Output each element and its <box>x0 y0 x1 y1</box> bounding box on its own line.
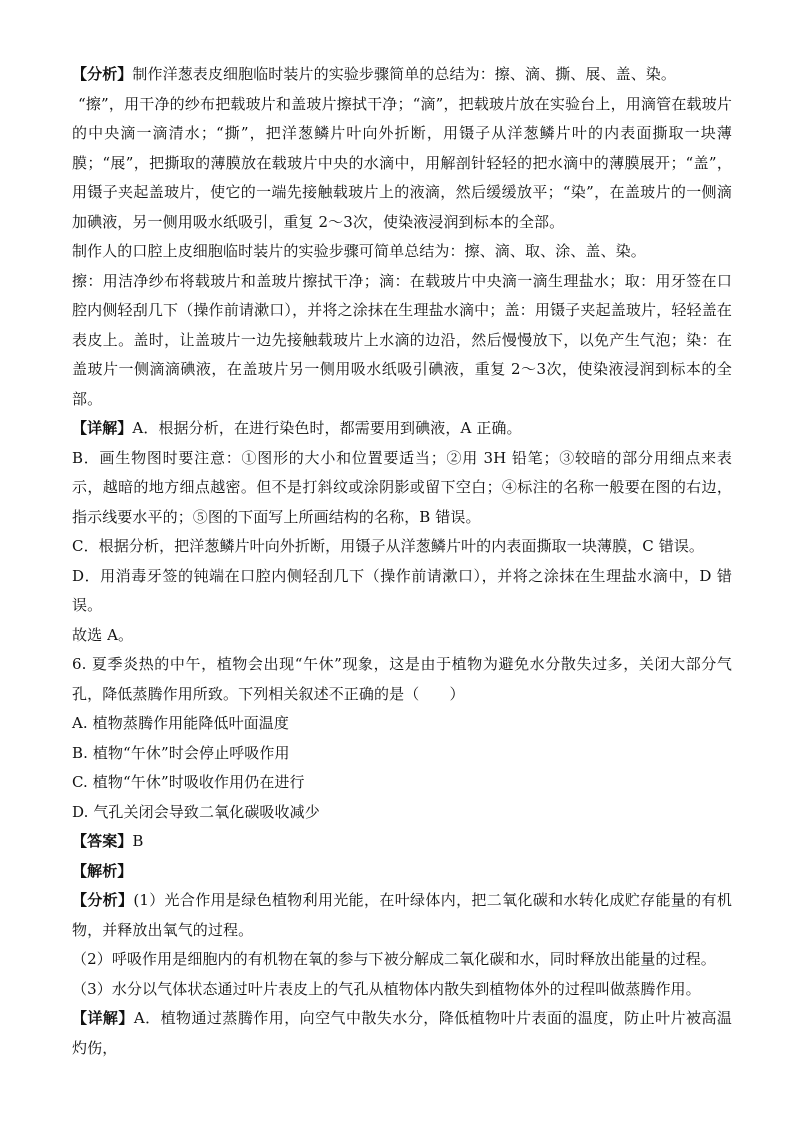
paragraph-text: （2）呼吸作用是细胞内的有机物在氧的参与下被分解成二氧化碳和水，同时释放出能量的过程。 <box>72 950 716 968</box>
question-number: 6. <box>72 655 87 673</box>
paragraph-detail-c <box>72 532 732 562</box>
option-d: D. 气孔关闭会导致二氧化碳吸收减少 <box>72 802 320 821</box>
tag-detail: 【详解】 <box>72 419 133 437</box>
answer-line <box>72 827 732 857</box>
answer-value: B <box>132 832 144 850</box>
paragraph-text: 制作人的口腔上皮细胞临时装片的实验步骤可简单总结为：擦、滴、取、涂、盖、染。 <box>72 242 646 260</box>
tag-analysis: 【分析】 <box>72 65 133 83</box>
paragraph-text: A．根据分析，在进行染色时，都需要用到碘液，A 正确。 <box>132 419 522 437</box>
paragraph-text: B．画生物图时要注意：①图形的大小和位置要适当；②用 3H 铅笔；③较暗的部分用细点来表示，越暗的地方细点越密。但不是打斜纹或涂阴影或留下空白；④标注的名称一般要在图的右边，指示线要水平的；⑤图的下面写上所画结构的名称，B 错误。 <box>72 448 732 526</box>
paragraph-detail-a <box>72 414 732 444</box>
analysis-paragraph-2 <box>72 945 732 975</box>
tag-detail: 【详解】 <box>72 1009 134 1027</box>
paragraph-cheek-summary <box>72 237 732 267</box>
paragraph-conclusion <box>72 621 732 651</box>
paragraph-detail-d <box>72 562 732 621</box>
option-b: B. 植物“午休”时会停止呼吸作用 <box>72 743 290 762</box>
tag-analysis: 【分析】 <box>72 891 134 909</box>
option-a: A. 植物蒸腾作用能降低叶面温度 <box>72 714 289 732</box>
option-c: C. 植物“午休”时吸收作用仍在进行 <box>72 773 305 791</box>
analysis-heading: 【解析】 <box>72 861 133 880</box>
document-content <box>72 60 732 1063</box>
analysis-paragraph-1 <box>72 886 732 945</box>
analysis-paragraph-4 <box>72 1004 732 1063</box>
paragraph-cheek-steps <box>72 267 732 415</box>
tag-answer: 【答案】 <box>72 832 133 850</box>
paragraph-text: 故选 A。 <box>72 625 134 644</box>
paragraph-text: 擦：用洁净纱布将载玻片和盖玻片擦拭干净；滴：在载玻片中央滴一滴生理盐水；取：用牙签在口腔内侧轻刮几下（操作前请漱口），并将之涂抹在生理盐水滴中；盖：用镊子夹起盖玻片，轻轻盖在表皮上。盖时，让盖玻片一边先接触载玻片上水滴的边沿，然后慢慢放下，以免产生气泡；染：在盖玻片一侧滴滴碘液，在盖玻片另一侧用吸水纸吸引碘液，重复 2～3次，使染液浸润到标本的全部。 <box>72 271 732 408</box>
paragraph-text: “擦”，用干净的纱布把载玻片和盖玻片擦拭干净；“滴”，把载玻片放在实验台上，用滴管在载玻片的中央滴一滴清水；“撕”，把洋葱鳞片叶向外折断，用镊子从洋葱鳞片叶的内表面撕取一块薄膜；“展”，把撕取的薄膜放在载玻片中央的水滴中，用解剖针轻轻的把水滴中的薄膜展开；“盖”，用镊子夹起盖玻片，使它的一端先接触载玻片上的液滴，然后缓缓放平；“染”，在盖玻片的一侧滴加碘液，另一侧用吸水纸吸引，重复 2～3次，使染液浸润到标本的全部。 <box>72 94 732 231</box>
paragraph-onion-steps <box>72 90 732 238</box>
paragraph-analysis-1 <box>72 60 732 90</box>
analysis-paragraph-3 <box>72 975 732 1005</box>
paragraph-text: （3）水分以气体状态通过叶片表皮上的气孔从植物体内散失到植物体外的过程叫做蒸腾作用。 <box>72 979 701 998</box>
paragraph-text: C．根据分析，把洋葱鳞片叶向外折断，用镊子从洋葱鳞片叶的内表面撕取一块薄膜，C 错误。 <box>72 537 705 555</box>
paragraph-text: D．用消毒牙签的钝端在口腔内侧轻刮几下（操作前请漱口），并将之涂抹在生理盐水滴中，D 错误。 <box>72 566 732 614</box>
question-stem <box>72 650 732 709</box>
paragraph-text: (1）光合作用是绿色植物利用光能，在叶绿体内，把二氧化碳和水转化成贮存能量的有机物，并释放出氧气的过程。 <box>72 891 732 939</box>
question-text: 夏季炎热的中午，植物会出现“午休”现象，这是由于植物为避免水分散失过多，关闭大部分气孔，降低蒸腾作用所致。下列相关叙述不正确的是（ ） <box>72 655 732 703</box>
paragraph-detail-b <box>72 444 732 533</box>
paragraph-text: A．植物通过蒸腾作用，向空气中散失水分，降低植物叶片表面的温度，防止叶片被高温灼伤， <box>72 1009 732 1057</box>
paragraph-text: 制作洋葱表皮细胞临时装片的实验步骤简单的总结为：擦、滴、撕、展、盖、染。 <box>132 65 677 83</box>
